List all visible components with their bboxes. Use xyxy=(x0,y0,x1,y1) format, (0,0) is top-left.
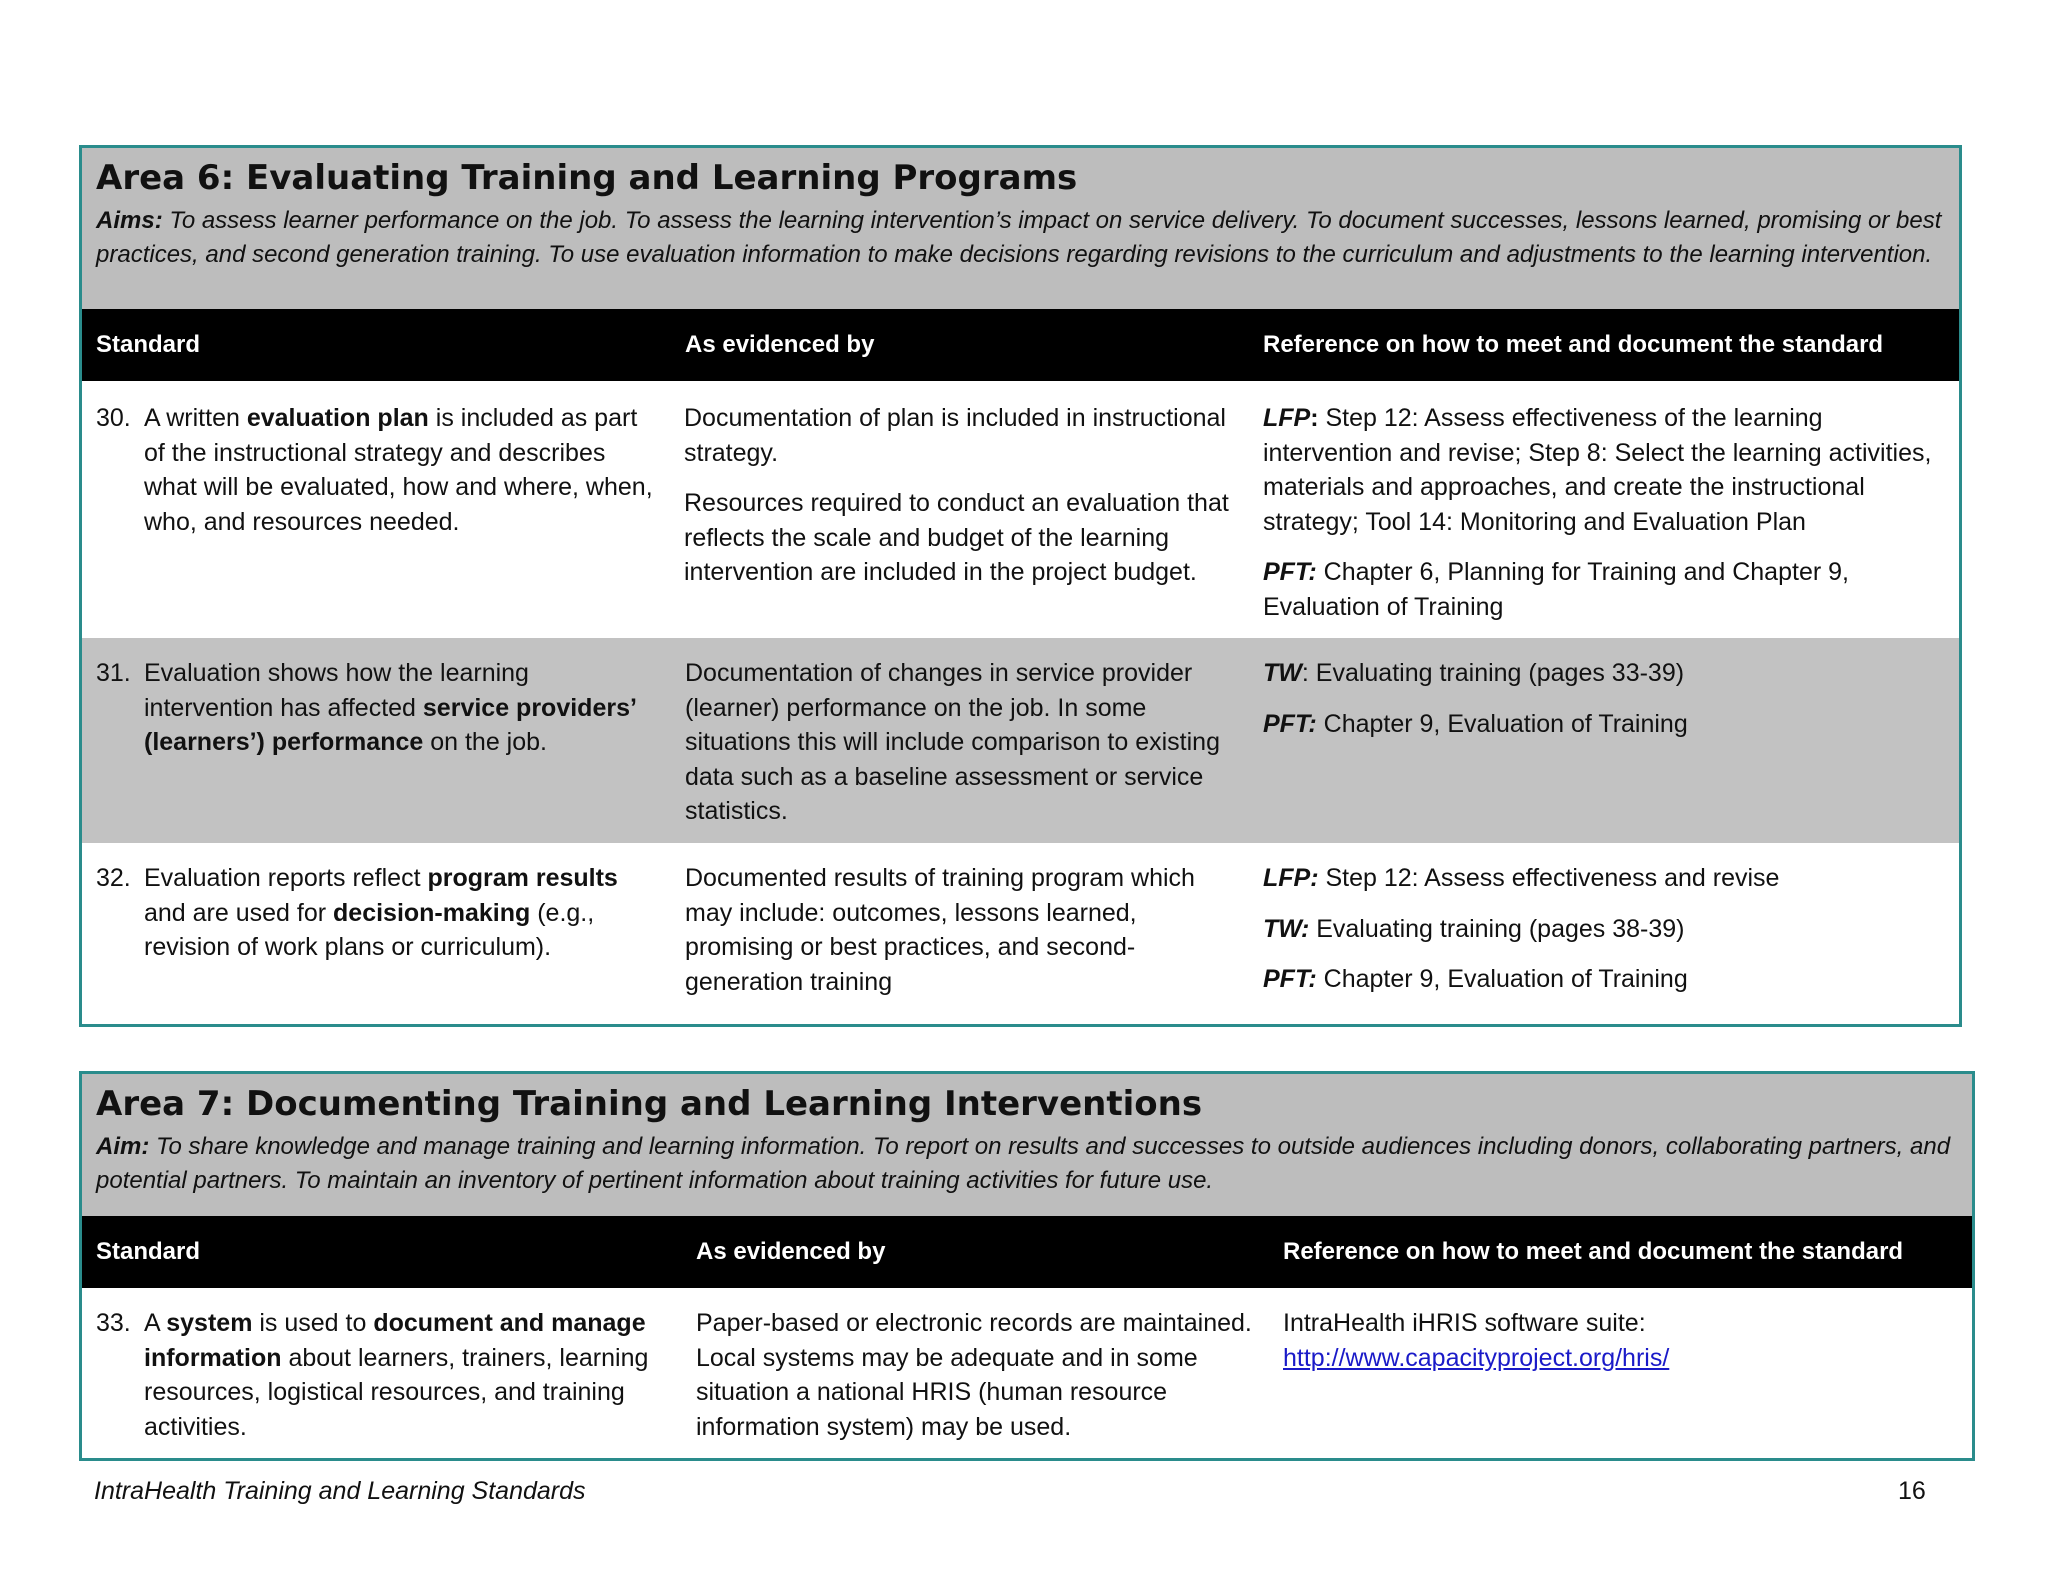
column-header-evidence: As evidenced by xyxy=(696,1238,886,1265)
table-row xyxy=(82,381,1959,638)
standard-text: Evaluation shows how the learning intervention has affected service providers’ (learners’) performance on the job. xyxy=(144,659,636,756)
footer-title: IntraHealth Training and Learning Standards xyxy=(94,1477,586,1505)
reference-entry: TW: Evaluating training (pages 33-39) xyxy=(1263,659,1685,687)
standard-cell xyxy=(82,638,671,843)
area-7-column-headers xyxy=(82,1216,1972,1288)
column-header-reference: Reference on how to meet and document the standard xyxy=(1263,331,1884,358)
reference-entry: TW: Evaluating training (pages 38-39) xyxy=(1263,914,1685,943)
aims-text: To assess learner performance on the job. To assess the learning intervention’s impact on service delivery. To document successes, lessons learned, promising or best practices, and second generation training. To use evaluation information to make decisions regarding revisions to the curriculum and adjustments to the learning intervention. xyxy=(96,207,1942,268)
area-6-column-headers xyxy=(82,309,1959,381)
reference-entry: PFT: Chapter 6, Planning for Training and Chapter 9, Evaluation of Training xyxy=(1263,558,1849,621)
aims-label: Aim: xyxy=(96,1133,150,1160)
area-6-aims xyxy=(96,204,1945,272)
evidence-text: Paper-based or electronic records are maintained. Local systems may be adequate and in some situation a national HRIS (human resource information system) may be used. xyxy=(696,1309,1252,1441)
evidence-cell xyxy=(671,638,1249,843)
area-7-header xyxy=(82,1074,1972,1216)
evidence-text: Documentation of changes in service provider (learner) performance on the job. In some situations this will include comparison to existing data such as a baseline assessment or service statistics. xyxy=(685,659,1220,825)
standard-cell xyxy=(82,1288,683,1458)
reference-entry: PFT: Chapter 9, Evaluation of Training xyxy=(1263,709,1688,738)
column-header-evidence: As evidenced by xyxy=(685,331,875,358)
standard-cell xyxy=(82,843,671,1024)
column-header-standard: Standard xyxy=(96,331,201,358)
evidence-text: Documented results of training program which may include: outcomes, lessons learned, promising or best practices, and second-generation training xyxy=(685,864,1195,996)
aims-text: To share knowledge and manage training and learning information. To report on results and successes to outside audiences including donors, collaborating partners, and potential partners. To maintain an inventory of pertinent information about training activities for future use. xyxy=(96,1133,1951,1194)
area-6-table xyxy=(79,145,1962,1027)
standard-cell xyxy=(82,381,671,638)
standard-text: Evaluation reports reflect program results and are used for decision-making (e.g., revision of work plans or curriculum). xyxy=(144,864,618,961)
reference-entry: PFT: Chapter 9, Evaluation of Training xyxy=(1263,965,1688,993)
area-7-aims xyxy=(96,1130,1958,1198)
column-header-reference: Reference on how to meet and document the standard xyxy=(1283,1238,1904,1265)
ihris-link[interactable]: http://www.capacityproject.org/hris/ xyxy=(1283,1343,1670,1372)
reference-cell xyxy=(1249,843,1959,1024)
table-row xyxy=(82,1288,1972,1458)
reference-entry: LFP: Step 12: Assess effectiveness of the learning intervention and revise; Step 8: Select the learning activities, materials and approaches, and create the instructional strategy; Tool 14: Monitoring and Evaluation Plan xyxy=(1263,404,1932,536)
area-7-table xyxy=(79,1071,1975,1461)
aims-label: Aims: xyxy=(96,207,163,234)
reference-cell xyxy=(1271,1288,1972,1458)
evidence-text: Resources required to conduct an evaluation that reflects the scale and budget of the learning intervention are included in the project budget. xyxy=(684,489,1229,586)
area-6-title: Area 6: Evaluating Training and Learning Programs xyxy=(96,158,1078,198)
column-header-standard: Standard xyxy=(96,1238,201,1265)
reference-text: IntraHealth iHRIS software suite: xyxy=(1283,1309,1646,1337)
standard-text: A system is used to document and manage information about learners, trainers, learning resources, logistical resources, and training activities. xyxy=(144,1309,649,1441)
evidence-cell xyxy=(671,381,1249,638)
evidence-cell xyxy=(683,1288,1271,1458)
standard-number: 30. xyxy=(96,404,131,432)
reference-cell xyxy=(1249,381,1959,638)
evidence-text: Documentation of plan is included in instructional strategy. xyxy=(684,404,1226,467)
evidence-cell xyxy=(671,843,1249,1024)
reference-cell xyxy=(1249,638,1959,843)
table-row xyxy=(82,638,1959,843)
standard-number: 32. xyxy=(96,864,131,892)
reference-entry: LFP: Step 12: Assess effectiveness and revise xyxy=(1263,864,1780,892)
table-row xyxy=(82,843,1959,1024)
standard-text: A written evaluation plan is included as part of the instructional strategy and describes what will be evaluated, how and where, when, who, and resources needed. xyxy=(144,404,653,536)
standard-number: 31. xyxy=(96,659,131,687)
standard-number: 33. xyxy=(96,1309,131,1337)
area-6-header xyxy=(82,148,1959,309)
page-number: 16 xyxy=(1898,1477,1926,1505)
area-7-title: Area 7: Documenting Training and Learning Interventions xyxy=(96,1084,1203,1124)
